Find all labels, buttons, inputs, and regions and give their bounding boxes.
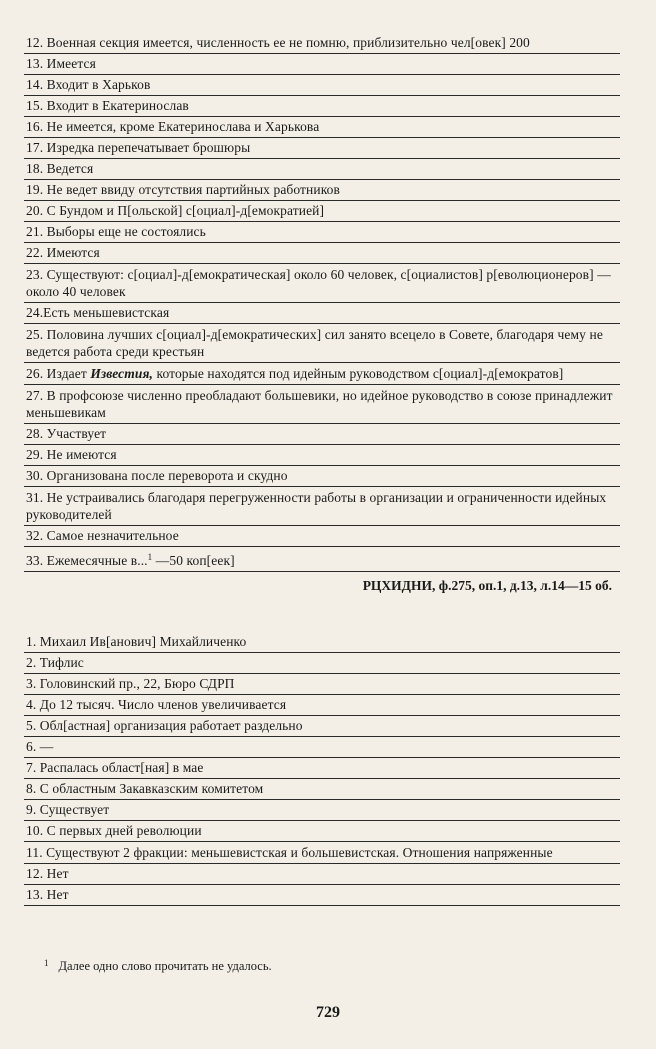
- list-item: [24, 363, 620, 385]
- list-item: 7. Распалась област[ная] в мае: [24, 758, 620, 779]
- list-item: 29. Не имеются: [24, 445, 620, 466]
- list-item: 31. Не устраивались благодаря перегруженности работы в организации и ограниченности идейных руководителей: [24, 487, 620, 526]
- list-item: 6. —: [24, 737, 620, 758]
- row-text: 26. Издает: [26, 366, 91, 381]
- list-item: 24.Есть меньшевистская: [24, 303, 620, 324]
- list-item: 18. Ведется: [24, 159, 620, 180]
- list-item: 21. Выборы еще не состоялись: [24, 222, 620, 243]
- list-item: 23. Существуют: с[оциал]-д[емократическая] около 60 человек, с[оциалистов] р[еволюционеров] — около 40 человек: [24, 264, 620, 303]
- list-item: 27. В профсоюзе численно преобладают большевики, но идейное руководство в союзе принадлежит меньшевикам: [24, 385, 620, 424]
- document-page: [24, 32, 620, 906]
- list-item: 14. Входит в Харьков: [24, 75, 620, 96]
- list-item: 3. Головинский пр., 22, Бюро СДРП: [24, 674, 620, 695]
- page-number: 729: [316, 1004, 340, 1021]
- list-item: 11. Существуют 2 фракции: меньшевистская и большевистская. Отношения напряженные: [24, 842, 620, 864]
- list-item: 28. Участвует: [24, 424, 620, 445]
- row-text: —50 коп[еек]: [152, 553, 235, 568]
- footnote: [44, 958, 272, 974]
- list-item: 16. Не имеется, кроме Екатеринослава и Харькова: [24, 117, 620, 138]
- list-item: 8. С областным Закавказским комитетом: [24, 779, 620, 800]
- list-item: 19. Не ведет ввиду отсутствия партийных работников: [24, 180, 620, 201]
- list-item: 15. Входит в Екатеринослав: [24, 96, 620, 117]
- list-item: 17. Изредка перепечатывает брошюры: [24, 138, 620, 159]
- list-item: 25. Половина лучших с[оциал]-д[емократических] сил занято всецело в Совете, благодаря чему не ведется работа среди крестьян: [24, 324, 620, 363]
- list-item: 12. Нет: [24, 864, 620, 885]
- answers-list-1: [24, 32, 620, 572]
- footnote-text: Далее одно слово прочитать не удалось.: [58, 959, 272, 973]
- list-item: 9. Существует: [24, 800, 620, 821]
- footnote-mark: 1: [147, 552, 153, 562]
- list-item: 12. Военная секция имеется, численность ее не помню, приблизительно чел[овек] 200: [24, 32, 620, 54]
- list-item: 13. Нет: [24, 885, 620, 906]
- list-item: 2. Тифлис: [24, 653, 620, 674]
- list-item: 30. Организована после переворота и скудно: [24, 466, 620, 487]
- list-item: 13. Имеется: [24, 54, 620, 75]
- row-text: 33. Ежемесячные в...: [26, 553, 148, 568]
- footnote-mark: 1: [44, 958, 49, 968]
- list-item: 22. Имеются: [24, 243, 620, 264]
- newspaper-title: Известия,: [90, 366, 154, 381]
- list-item: 20. С Бундом и П[ольской] с[оциал]-д[емократией]: [24, 201, 620, 222]
- archive-reference: РЦХИДНИ, ф.275, оп.1, д.13, л.14—15 об.: [362, 578, 612, 593]
- list-item: 32. Самое незначительное: [24, 526, 620, 547]
- list-item: 1. Михаил Ив[анович] Михайличенко: [24, 632, 620, 653]
- row-text: которые находятся под идейным руководством с[оциал]-д[емократов]: [153, 366, 564, 381]
- list-item: [24, 547, 620, 572]
- list-item: 4. До 12 тысяч. Число членов увеличивается: [24, 695, 620, 716]
- list-item: 5. Обл[астная] организация работает раздельно: [24, 716, 620, 737]
- answers-list-2: [24, 632, 620, 906]
- list-item: 10. С первых дней революции: [24, 821, 620, 842]
